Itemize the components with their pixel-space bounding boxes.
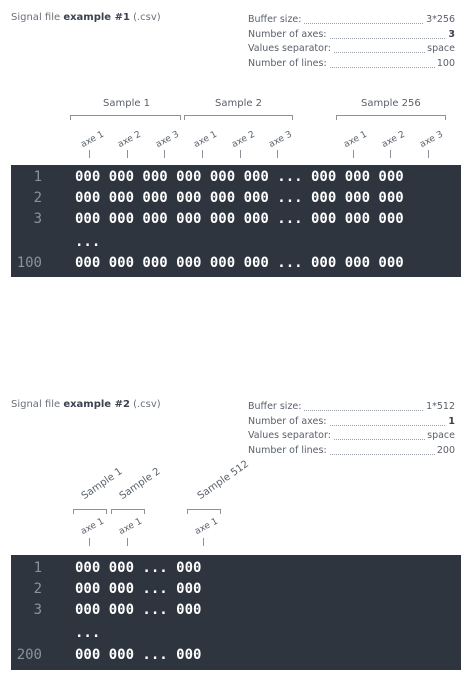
- line-number: 3: [33, 211, 42, 227]
- group-bracket: [73, 509, 107, 510]
- meta-number-of-axes: Number of axes: 1: [248, 415, 455, 429]
- row-values: 000 000 ... 000: [75, 647, 202, 663]
- row-values: 000 000 000 000 000 000 ... 000 000 000: [75, 190, 404, 206]
- meta-buffer-size: Buffer size: 1*512: [248, 400, 455, 414]
- sample-group-label: Sample 512: [195, 458, 251, 502]
- axe-tick: [203, 538, 204, 546]
- axe-tick: [127, 538, 128, 546]
- axe-label: axe 1: [342, 129, 369, 150]
- sample-group-label: Sample 256: [361, 98, 421, 109]
- axe-label: axe 3: [267, 129, 294, 150]
- row-values: 000 000 ... 000: [75, 560, 202, 576]
- data-row-ellipsis: [11, 234, 461, 254]
- csv-data-panel: [11, 555, 461, 670]
- row-values: ...: [75, 625, 101, 641]
- axe-label: axe 3: [418, 129, 445, 150]
- axe-tick: [390, 150, 391, 158]
- axe-tick: [127, 150, 128, 158]
- meta-values-separator: Values separator: space: [248, 42, 455, 56]
- axe-tick: [89, 150, 90, 158]
- axe-tick: [428, 150, 429, 158]
- axe-tick: [353, 150, 354, 158]
- sample-group-label: Sample 2: [215, 98, 263, 109]
- row-values: 000 000 000 000 000 000 ... 000 000 000: [75, 169, 404, 185]
- meta-buffer-size: Buffer size: 3*256: [248, 13, 455, 27]
- line-number: 1: [33, 560, 42, 576]
- axe-label: axe 1: [117, 516, 144, 537]
- axe-tick: [89, 538, 90, 546]
- sample-group-label: Sample 1: [79, 466, 125, 502]
- row-values: 000 000 000 000 000 000 ... 000 000 000: [75, 255, 404, 271]
- file2-meta: [248, 400, 455, 460]
- data-row: [11, 169, 461, 189]
- line-number: 1: [33, 169, 42, 185]
- group-bracket: [111, 509, 145, 510]
- group-bracket: [336, 115, 446, 116]
- axe-tick: [277, 150, 278, 158]
- meta-number-of-axes: Number of axes: 3: [248, 28, 455, 42]
- axe-tick: [240, 150, 241, 158]
- axe-label: axe 3: [154, 129, 181, 150]
- line-number: 2: [33, 190, 42, 206]
- data-row-ellipsis: [11, 625, 461, 645]
- meta-values-separator: Values separator: space: [248, 429, 455, 443]
- axe-label: axe 2: [380, 129, 407, 150]
- row-values: ...: [75, 234, 101, 250]
- csv-data-panel: [11, 165, 461, 277]
- meta-number-of-lines: Number of lines: 100: [248, 57, 455, 71]
- axe-label: axe 1: [193, 516, 220, 537]
- axe-label: axe 2: [116, 129, 143, 150]
- line-number: 2: [33, 581, 42, 597]
- row-values: 000 000 000 000 000 000 ... 000 000 000: [75, 211, 404, 227]
- data-row: [11, 190, 461, 210]
- line-number: 100: [16, 255, 42, 271]
- group-bracket: [184, 115, 293, 116]
- row-values: 000 000 ... 000: [75, 581, 202, 597]
- file1-meta: [248, 13, 455, 73]
- file2-title: Signal file example #2 (.csv): [11, 399, 161, 410]
- axe-tick: [164, 150, 165, 158]
- sample-group-label: Sample 1: [103, 98, 151, 109]
- data-row: [11, 255, 461, 275]
- axe-tick: [202, 150, 203, 158]
- data-row: [11, 560, 461, 580]
- axe-label: axe 1: [79, 129, 106, 150]
- data-row: [11, 581, 461, 601]
- line-number: 200: [16, 647, 42, 663]
- data-row: [11, 602, 461, 622]
- row-values: 000 000 ... 000: [75, 602, 202, 618]
- data-row: [11, 647, 461, 667]
- meta-number-of-lines: Number of lines: 200: [248, 444, 455, 458]
- axe-label: axe 1: [79, 516, 106, 537]
- axe-label: axe 1: [192, 129, 219, 150]
- axe-label: axe 2: [230, 129, 257, 150]
- group-bracket: [187, 509, 221, 510]
- file1-title: Signal file example #1 (.csv): [11, 12, 161, 23]
- group-bracket: [70, 115, 181, 116]
- sample-group-label: Sample 2: [117, 466, 163, 502]
- line-number: 3: [33, 602, 42, 618]
- data-row: [11, 211, 461, 231]
